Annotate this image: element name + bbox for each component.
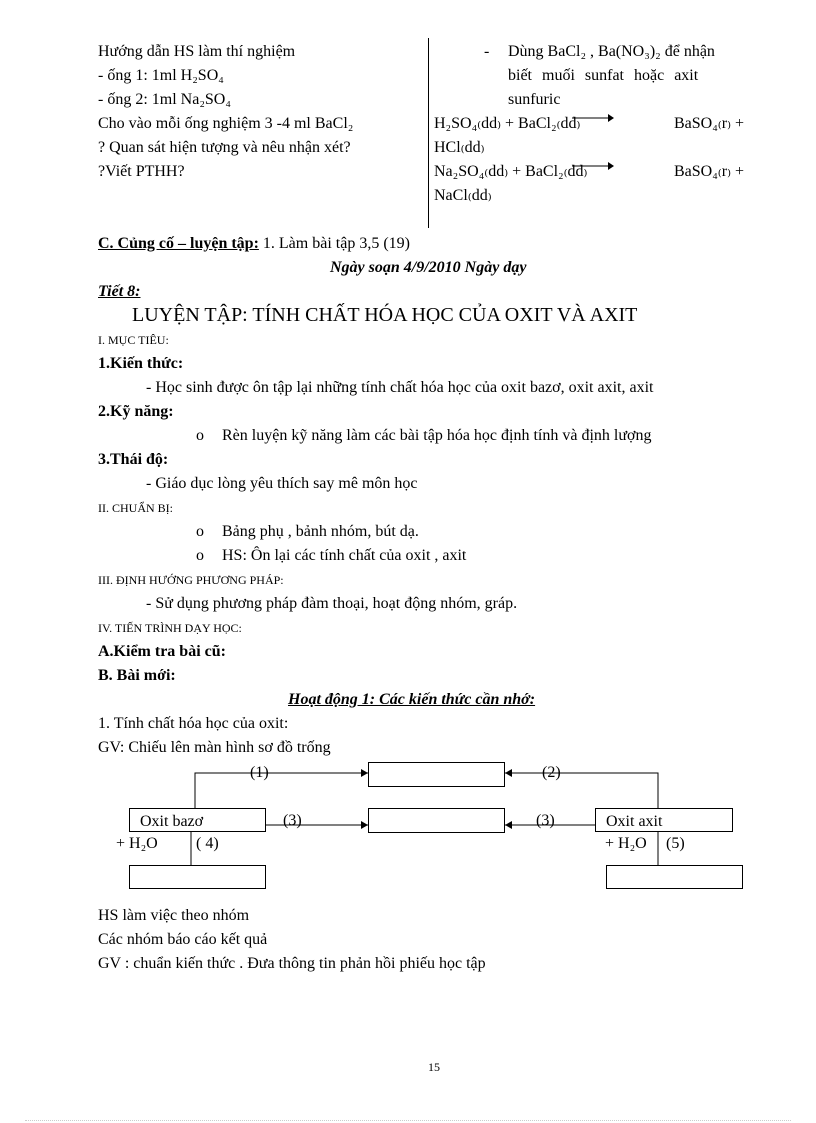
heading-bai-moi: B. Bài mới: (98, 667, 176, 684)
equation-2-right: BaSO₄₍r₎ + (674, 163, 745, 180)
heading-kiem-tra: A.Kiểm tra bài cũ: (98, 643, 226, 660)
right-line-1: Dùng BaCl₂ , Ba(NO₃)₂ để nhận (508, 43, 715, 60)
bao-cao-text: Các nhóm báo cáo kết quả (98, 931, 268, 948)
right-line-3: sunfuric (508, 91, 561, 108)
tinh-chat-text: 1. Tính chất hóa học của oxit: (98, 715, 289, 732)
diagram-box-bottom-left (129, 865, 266, 889)
right-line-2: biết muối sunfat hoặc axit (508, 67, 699, 84)
left-line-1: Hướng dẫn HS làm thí nghiệm (98, 43, 296, 60)
diagram-box-middle (368, 808, 505, 833)
left-line-4: Cho vào mỗi ống nghiệm 3 -4 ml BaCl₂ (98, 115, 354, 132)
kien-thuc-text: - Học sinh được ôn tập lại những tính chất hóa học của oxit bazơ, oxit axit, axit (146, 379, 654, 396)
hs-lam-text: HS làm việc theo nhóm (98, 907, 250, 924)
dinh-huong-text: - Sử dụng phương pháp đàm thoại, hoạt động nhóm, gráp. (146, 595, 518, 612)
left-line-5: ? Quan sát hiện tượng và nêu nhận xét? (98, 139, 351, 156)
gv-chuan-text: GV : chuẩn kiến thức . Đưa thông tin phản hồi phiếu học tập (98, 955, 486, 972)
equation-2-left: Na₂SO₄₍dd₎ + BaCl₂₍dd₎ (434, 163, 588, 180)
diagram-box-oxit-axit (595, 808, 733, 832)
diagram-box-top (368, 762, 505, 787)
page-title: LUYỆN TẬP: TÍNH CHẤT HÓA HỌC CỦA OXIT VÀ AXIT (132, 304, 638, 326)
label-5: (5) (666, 835, 685, 852)
diagram-box-oxit-bazo (129, 808, 266, 832)
heading-ky-nang: 2.Kỹ năng: (98, 403, 174, 420)
cung-co-text: 1. Làm bài tập 3,5 (19) (258, 235, 410, 252)
equation-1-left: H₂SO₄₍dd₎ + BaCl₂₍dd₎ (434, 115, 581, 132)
label-2: (2) (542, 764, 561, 781)
heading-kien-thuc: 1.Kiến thức: (98, 355, 184, 372)
thai-do-text: - Giáo dục lòng yêu thích say mê môn học (146, 475, 418, 492)
page-number: 15 (428, 1060, 440, 1074)
oxit-axit-label: Oxit axit (606, 813, 663, 830)
label-1: (1) (250, 764, 269, 781)
label-h2o-right: + H₂O (605, 835, 647, 852)
equation-2-cont: NaCl₍dd₎ (434, 187, 492, 204)
left-line-2: - ống 1: 1ml H₂SO₄ (98, 67, 224, 84)
section-muc-tieu: I. MỤC TIÊU: (98, 333, 169, 347)
gv-chieu-text: GV: Chiếu lên màn hình sơ đồ trống (98, 739, 331, 756)
date-line: Ngày soạn 4/9/2010 Ngày dạy (330, 259, 527, 276)
section-chuan-bi: II. CHUẨN BỊ: (98, 501, 173, 515)
right-bullet: - (484, 43, 490, 60)
chuan-bi-bullet-2: o (196, 547, 204, 564)
chuan-bi-item-1: Bảng phụ , bảnh nhóm, bút dạ. (222, 523, 419, 540)
equation-1-cont: HCl₍dd₎ (434, 139, 485, 156)
page-bottom-border (25, 1120, 791, 1121)
equation-1-right: BaSO₄₍r₎ + (674, 115, 745, 132)
label-3-left: (3) (283, 812, 302, 829)
left-line-6: ?Viết PTHH? (98, 163, 185, 180)
activity-heading: Hoạt động 1: Các kiến thức cần nhớ: (288, 691, 536, 708)
label-h2o-left: + H₂O (116, 835, 158, 852)
diagram-box-bottom-right (606, 865, 743, 889)
chuan-bi-item-2: HS: Ôn lại các tính chất của oxit , axit (222, 547, 467, 564)
section-tien-trinh: IV. TIẾN TRÌNH DẠY HỌC: (98, 621, 242, 635)
label-4: ( 4) (196, 835, 219, 852)
cung-co-label: C. Củng cố – luyện tập: (98, 235, 259, 252)
ky-nang-text: Rèn luyện kỹ năng làm các bài tập hóa học định tính và định lượng (222, 427, 652, 444)
lesson-number: Tiết 8: (98, 283, 141, 300)
heading-thai-do: 3.Thái độ: (98, 451, 169, 468)
left-line-3: - ống 2: 1ml Na₂SO₄ (98, 91, 231, 108)
chuan-bi-bullet-1: o (196, 523, 204, 540)
label-3-right: (3) (536, 812, 555, 829)
oxit-bazo-label: Oxit bazơ (140, 813, 204, 830)
ky-nang-bullet: o (196, 427, 204, 444)
section-dinh-huong: III. ĐỊNH HƯỚNG PHƯƠNG PHÁP: (98, 573, 284, 587)
